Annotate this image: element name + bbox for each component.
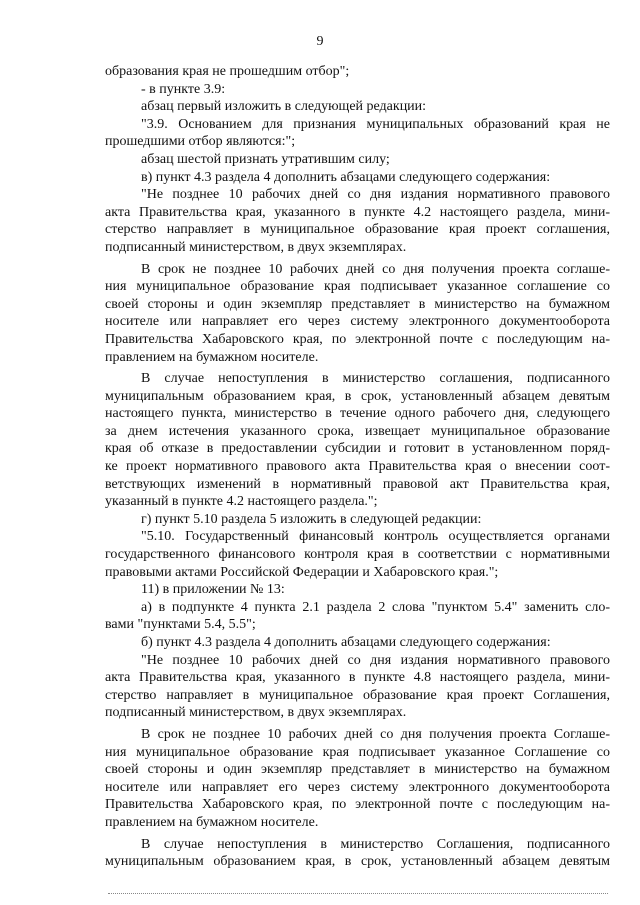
text-line: акта Правительства края, указанного в пункте 4.8 настоящего раздела, мини- xyxy=(105,670,610,686)
text-line: подписанный министерством, в двух экземплярах. xyxy=(105,239,407,255)
text-line: "5.10. Государственный финансовый контроль осуществляется органами xyxy=(141,529,610,545)
text-line: "Не позднее 10 рабочих дней со дня издания нормативного правового xyxy=(141,652,610,668)
text-line: абзац шестой признать утратившим силу; xyxy=(141,151,390,167)
text-line: правлением на бумажном носителе. xyxy=(105,814,319,830)
text-line: В случае непоступления в министерство соглашения, подписанного xyxy=(141,371,610,387)
text-line: за днем истечения указанного срока, извещает муниципальное образование xyxy=(105,423,610,439)
text-line: вами "пунктами 5.4, 5.5"; xyxy=(105,617,256,633)
text-line: Правительства Хабаровского края, по электронной почте с последующим на- xyxy=(105,797,610,813)
text-line: правлением на бумажном носителе. xyxy=(105,349,319,365)
text-line: своей стороны и один экземпляр представляет в министерство на бумажном xyxy=(105,762,610,778)
page-number: 9 xyxy=(316,34,324,49)
text-line: в) пункт 4.3 раздела 4 дополнить абзацами следующего содержания: xyxy=(141,169,551,185)
page-bottom-divider xyxy=(108,893,608,894)
text-line: ния муниципальное образование края подписывает указанное Соглашение со xyxy=(105,744,610,760)
text-line: края об отказе в предоставлении субсидии и готовит в установленном поряд- xyxy=(105,441,610,457)
text-line: стерство направляет в муниципальное образование края проект Соглашения, xyxy=(105,687,610,703)
text-line: 11) в приложении № 13: xyxy=(141,582,285,598)
text-line: государственного финансового контроля края в соответствии с нормативными xyxy=(105,547,610,563)
text-line: абзац первый изложить в следующей редакции: xyxy=(141,99,427,115)
text-line: - в пункте 3.9: xyxy=(141,81,226,97)
text-line: акта Правительства края, указанного в пункте 4.2 настоящего раздела, мини- xyxy=(105,204,610,220)
text-line: В случае непоступления в министерство Соглашения, подписанного xyxy=(141,836,610,852)
text-line: Правительства Хабаровского края, по электронной почте с последующим на- xyxy=(105,331,610,347)
text-line: б) пункт 4.3 раздела 4 дополнить абзацами следующего содержания: xyxy=(141,635,551,650)
text-line: правовыми актами Российской Федерации и Хабаровского края."; xyxy=(105,564,499,580)
document-body xyxy=(105,63,610,871)
text-line: настоящего пункта, министерство в течение одного рабочего дня, следующего xyxy=(105,406,610,422)
text-line: г) пункт 5.10 раздела 5 изложить в следующей редакции: xyxy=(141,511,482,527)
text-line: ния муниципальное образование края подписывает указанное соглашение со xyxy=(105,279,610,295)
text-line: своей стороны и один экземпляр представляет в министерство на бумажном xyxy=(105,296,610,312)
text-line: В срок не позднее 10 рабочих дней со дня получения проекта Соглаше- xyxy=(141,726,610,742)
text-line: носителе или направляет его через систему электронного документооборота xyxy=(105,779,610,795)
text-line: указанный в пункте 4.2 настоящего раздела."; xyxy=(105,494,378,510)
text-line: образования края не прошедшим отбор"; xyxy=(105,64,350,79)
text-line: ветствующих изменений в нормативный правовой акт Правительства края, xyxy=(105,476,610,492)
text-line: а) в подпункте 4 пункта 2.1 раздела 2 слова "пунктом 5.4" заменить сло- xyxy=(141,599,610,615)
text-line: ке проект нормативного правового акта Правительства края о внесении соот- xyxy=(105,459,610,475)
text-line: подписанный министерством, в двух экземплярах. xyxy=(105,705,407,721)
text-line: "Не позднее 10 рабочих дней со дня издания нормативного правового xyxy=(141,187,610,203)
text-line: прошедшими отбор являются:"; xyxy=(105,134,296,150)
text-line: стерство направляет в муниципальное образование края проект соглашения, xyxy=(105,222,610,238)
text-line: В срок не позднее 10 рабочих дней со дня получения проекта соглаше- xyxy=(141,261,610,277)
text-line: муниципальным образованием края, в срок, установленный абзацем девятым xyxy=(105,854,610,870)
text-line: "3.9. Основанием для признания муниципальных образований края не xyxy=(141,116,610,132)
text-line: муниципальным образованием края, в срок, установленный абзацем девятым xyxy=(105,388,610,404)
text-line: носителе или направляет его через систему электронного документооборота xyxy=(105,314,610,330)
